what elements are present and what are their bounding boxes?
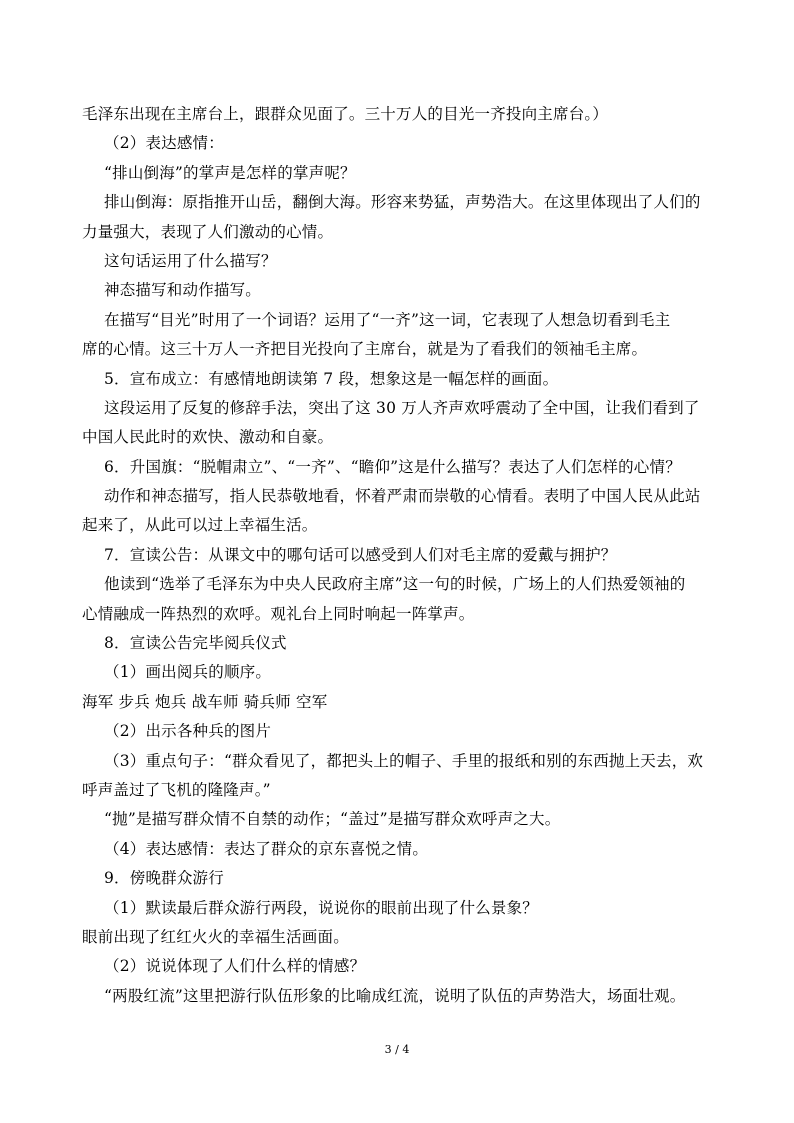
section-heading: 9．傍晚群众游行 (104, 869, 224, 888)
subheading: （1）默读最后群众游行两段，说说你的眼前出现了什么景象？ (104, 898, 538, 917)
text-line: 心情融成一阵热烈的欢呼。观礼台上同时响起一阵掌声。 (82, 604, 475, 623)
text-line: 在描写“目光”时用了一个词语？运用了“一齐”这一词，它表现了人想急切看到毛主 (104, 310, 671, 329)
answer-line: 神态描写和动作描写。 (104, 281, 262, 300)
question-line: “排山倒海”的掌声是怎样的掌声呢？ (104, 163, 356, 182)
subheading: （1）画出阅兵的顺序。 (104, 663, 272, 682)
text-line: 排山倒海：原指推开山岳，翻倒大海。形容来势猛，声势浩大。在这里体现出了人们的 (104, 193, 701, 212)
section-heading: 7．宣读公告：从课文中的哪句话可以感受到人们对毛主席的爱戴与拥护？ (104, 545, 617, 564)
text-line: 起来了，从此可以过上幸福生活。 (82, 516, 318, 535)
section-heading: 6．升国旗：“脱帽肃立”、“一齐”、“瞻仰”这是什么描写？表达了人们怎样的心情？ (104, 457, 681, 476)
text-line: 他读到“选举了毛泽东为中央人民政府主席”这一句的时候，广场上的人们热爱领袖的 (104, 575, 686, 594)
text-line: 这段运用了反复的修辞手法，突出了这 30 万人齐声欢呼震动了全中国，让我们看到了 (104, 398, 700, 417)
subheading: （4）表达感情：表达了群众的京东喜悦之情。 (104, 839, 429, 858)
page-number: 3 / 4 (384, 1043, 410, 1056)
text-line: “抛”是描写群众情不自禁的动作；“盖过”是描写群众欢呼声之大。 (104, 810, 561, 829)
text-line: 席的心情。这三十万人一齐把目光投向了主席台，就是为了看我们的领袖毛主席。 (82, 340, 648, 359)
subheading: （3）重点句子：“群众看见了，都把头上的帽子、手里的报纸和别的东西抛上天去，欢 (104, 751, 704, 770)
text-line: 呼声盖过了飞机的隆隆声。” (82, 780, 271, 799)
text-line: 中国人民此时的欢快、激动和自豪。 (82, 428, 334, 447)
text-line: “两股红流”这里把游行队伍形象的比喻成红流，说明了队伍的声势浩大，场面壮观。 (104, 986, 686, 1005)
text-line: 力量强大，表现了人们激动的心情。 (82, 222, 334, 241)
question-line: 这句话运用了什么描写？ (104, 251, 277, 270)
text-line: 海军 步兵 炮兵 战车师 骑兵师 空军 (82, 692, 328, 711)
text-line: 眼前出现了红红火火的幸福生活画面。 (82, 927, 349, 946)
subheading: （2）出示各种兵的图片 (104, 722, 272, 741)
section-heading: 8．宣读公告完毕阅兵仪式 (104, 634, 287, 653)
text-line: 毛泽东出现在主席台上，跟群众见面了。三十万人的目光一齐投向主席台。） (82, 105, 609, 123)
subheading: （2）说说体现了人们什么样的情感？ (104, 957, 366, 976)
section-heading: 5．宣布成立：有感情地朗读第 7 段，想象这是一幅怎样的画面。 (104, 369, 559, 388)
text-line: 动作和神态描写，指人民恭敬地看，怀着严肃而崇敬的心情看。表明了中国人民从此站 (104, 487, 701, 506)
subheading: （2）表达感情： (104, 134, 224, 153)
document-body (82, 100, 722, 1011)
